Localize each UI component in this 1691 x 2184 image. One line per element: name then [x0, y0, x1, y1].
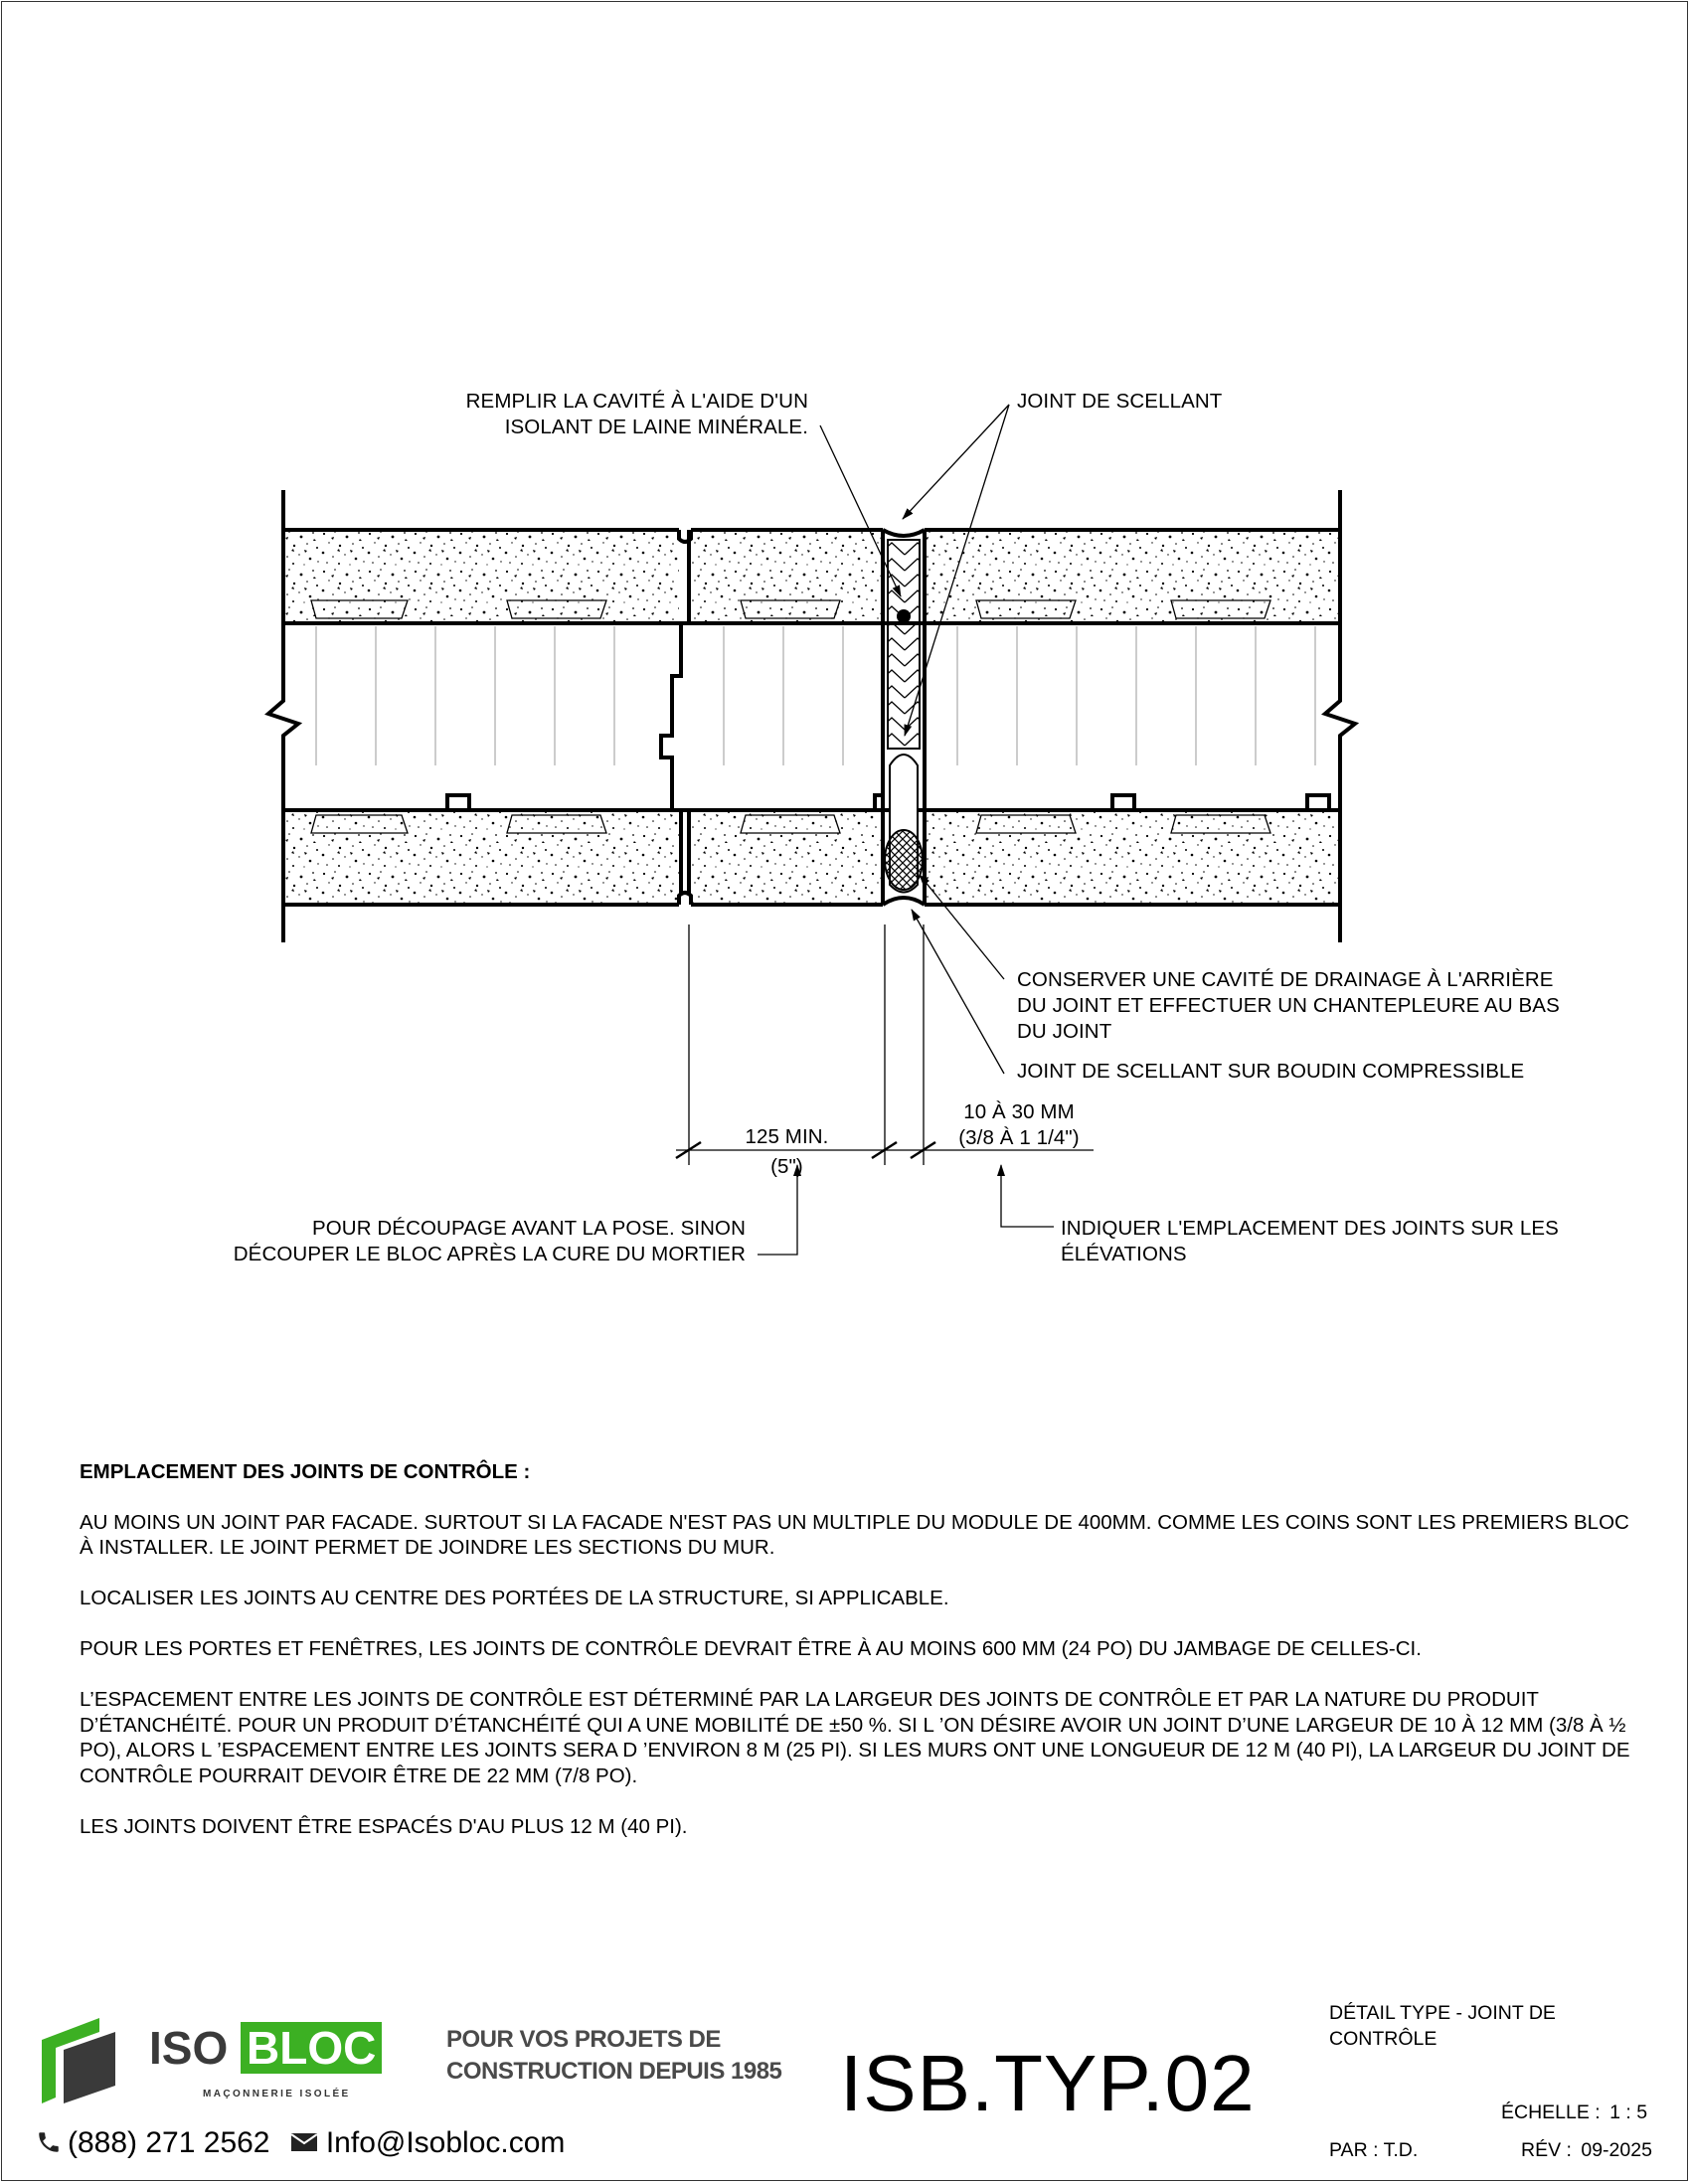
drainage-callout-line2: DU JOINT ET EFFECTUER UN CHANTEPLEURE AU BAS [1017, 994, 1560, 1017]
revision [1521, 2137, 1652, 2163]
dimension-offset-mm: 125 MIN. [745, 1125, 829, 1148]
revision-value: 09-2025 [1581, 2139, 1652, 2161]
dimension-offset-in: (5") [770, 1155, 803, 1178]
logo-subtitle: MAÇONNERIE ISOLÉE [203, 2089, 351, 2100]
dimension-offset [689, 1124, 885, 1180]
drainage-callout-line1: CONSERVER UNE CAVITÉ DE DRAINAGE À L'ARRIÈRE [1017, 968, 1554, 991]
insulation-core [316, 626, 1315, 765]
block-ties [311, 600, 1270, 833]
drainage-callout-line3: DU JOINT [1017, 1020, 1112, 1043]
elevations-callout [1061, 1216, 1559, 1267]
precut-callout-line2: DÉCOUPER LE BLOC APRÈS LA CURE DU MORTIER [233, 1243, 746, 1265]
precut-callout [149, 1216, 746, 1267]
tagline [446, 2024, 781, 2088]
notes-paragraph-4: L’ESPACEMENT ENTRE LES JOINTS DE CONTRÔLE EST DÉTERMINÉ PAR LA LARGEUR DES JOINTS DE CONTRÔLE ET PAR LA NATURE DU PRODUIT D’ÉTANCHÉITÉ. POUR UN PRODUIT D’ÉTANCHÉITÉ QUI A UNE MOBILITÉ DE ±50 %. SI L ’ON DÉSIRE AVOIR UN JOINT D’UNE LARGEUR DE 10 À 12 MM (3/8 À ½ PO), ALORS L ’ESPACEMENT ENTRE LES JOINTS SERA D ’ENVIRON 8 M (25 PI). SI LES MURS ONT UNE LONGUEUR DE 12 M (40 PI), LA LARGEUR DU JOINT DE CONTRÔLE POURRAIT DEVOIR ÊTRE DE 22 MM (7/8 PO). [80, 1688, 1630, 1787]
backer-rod-callout: JOINT DE SCELLANT SUR BOUDIN COMPRESSIBLE [1017, 1060, 1525, 1083]
logo-iso: ISO [149, 2022, 229, 2074]
elevations-callout-line1: INDIQUER L'EMPLACEMENT DES JOINTS SUR LES [1061, 1217, 1559, 1240]
mineral-wool-callout-line1: REMPLIR LA CAVITÉ À L'AIDE D'UN [465, 390, 808, 413]
drawing-title-line2: CONTRÔLE [1329, 2028, 1437, 2050]
concrete-wythes [283, 530, 1340, 903]
elevations-callout-line2: ÉLÉVATIONS [1061, 1243, 1187, 1265]
phone-number[interactable]: (888) 271 2562 [68, 2126, 270, 2159]
precut-callout-line1: POUR DÉCOUPAGE AVANT LA POSE. SINON [311, 1217, 746, 1240]
mineral-wool-callout [298, 389, 808, 440]
notes-paragraph-3: POUR LES PORTES ET FENÊTRES, LES JOINTS DE CONTRÔLE DEVRAIT ÊTRE À AU MOINS 600 MM (24 PO) DU JAMBAGE DE CELLES-CI. [80, 1637, 1422, 1660]
dimension-joint-width [925, 1099, 1113, 1151]
author-value: T.D. [1383, 2139, 1419, 2161]
notes-paragraph-5: LES JOINTS DOIVENT ÊTRE ESPACÉS D'AU PLUS 12 M (40 PI). [80, 1814, 688, 1838]
isobloc-logo-mark [34, 2012, 123, 2111]
contact-row [36, 2125, 565, 2161]
author-label: PAR : [1329, 2139, 1379, 2161]
phone-icon [36, 2129, 62, 2155]
tagline-line1: POUR VOS PROJETS DE [446, 2026, 721, 2053]
email-address[interactable]: Info@Isobloc.com [325, 2126, 566, 2159]
envelope-icon [290, 2131, 318, 2153]
scale-label: ÉCHELLE : [1501, 2101, 1601, 2123]
dimension-joint-in: (3/8 À 1 1/4") [958, 1126, 1080, 1149]
notes-paragraph-1: AU MOINS UN JOINT PAR FACADE. SURTOUT SI LA FACADE N'EST PAS UN MULTIPLE DU MODULE DE 400MM. COMME LES COINS SONT LES PREMIERS BLOC À INSTALLER. LE JOINT PERMET DE JOINDRE LES SECTIONS DU MUR. [80, 1510, 1629, 1559]
notes-heading: EMPLACEMENT DES JOINTS DE CONTRÔLE : [80, 1460, 531, 1483]
drawing-code: ISB.TYP.02 [840, 2039, 1256, 2127]
author [1329, 2137, 1418, 2163]
drawing-title [1329, 2000, 1556, 2052]
control-joint [883, 530, 925, 905]
scale [1501, 2100, 1647, 2125]
drainage-callout [1017, 967, 1560, 1045]
notes-paragraph-2: LOCALISER LES JOINTS AU CENTRE DES PORTÉES DE LA STRUCTURE, SI APPLICABLE. [80, 1587, 949, 1609]
logo-wordmark [149, 2023, 382, 2073]
sealant-joint-callout: JOINT DE SCELLANT [1017, 390, 1223, 413]
control-joint-notes [80, 1459, 1630, 1865]
dimension-joint-mm: 10 À 30 MM [963, 1100, 1075, 1123]
mineral-wool-callout-line2: ISOLANT DE LAINE MINÉRALE. [504, 416, 808, 438]
tagline-line2: CONSTRUCTION DEPUIS 1985 [446, 2058, 782, 2085]
logo-bloc: BLOC [241, 2022, 382, 2074]
revision-label: RÉV : [1521, 2139, 1572, 2161]
drawing-title-line1: DÉTAIL TYPE - JOINT DE [1329, 2002, 1556, 2024]
scale-value: 1 : 5 [1609, 2101, 1648, 2123]
